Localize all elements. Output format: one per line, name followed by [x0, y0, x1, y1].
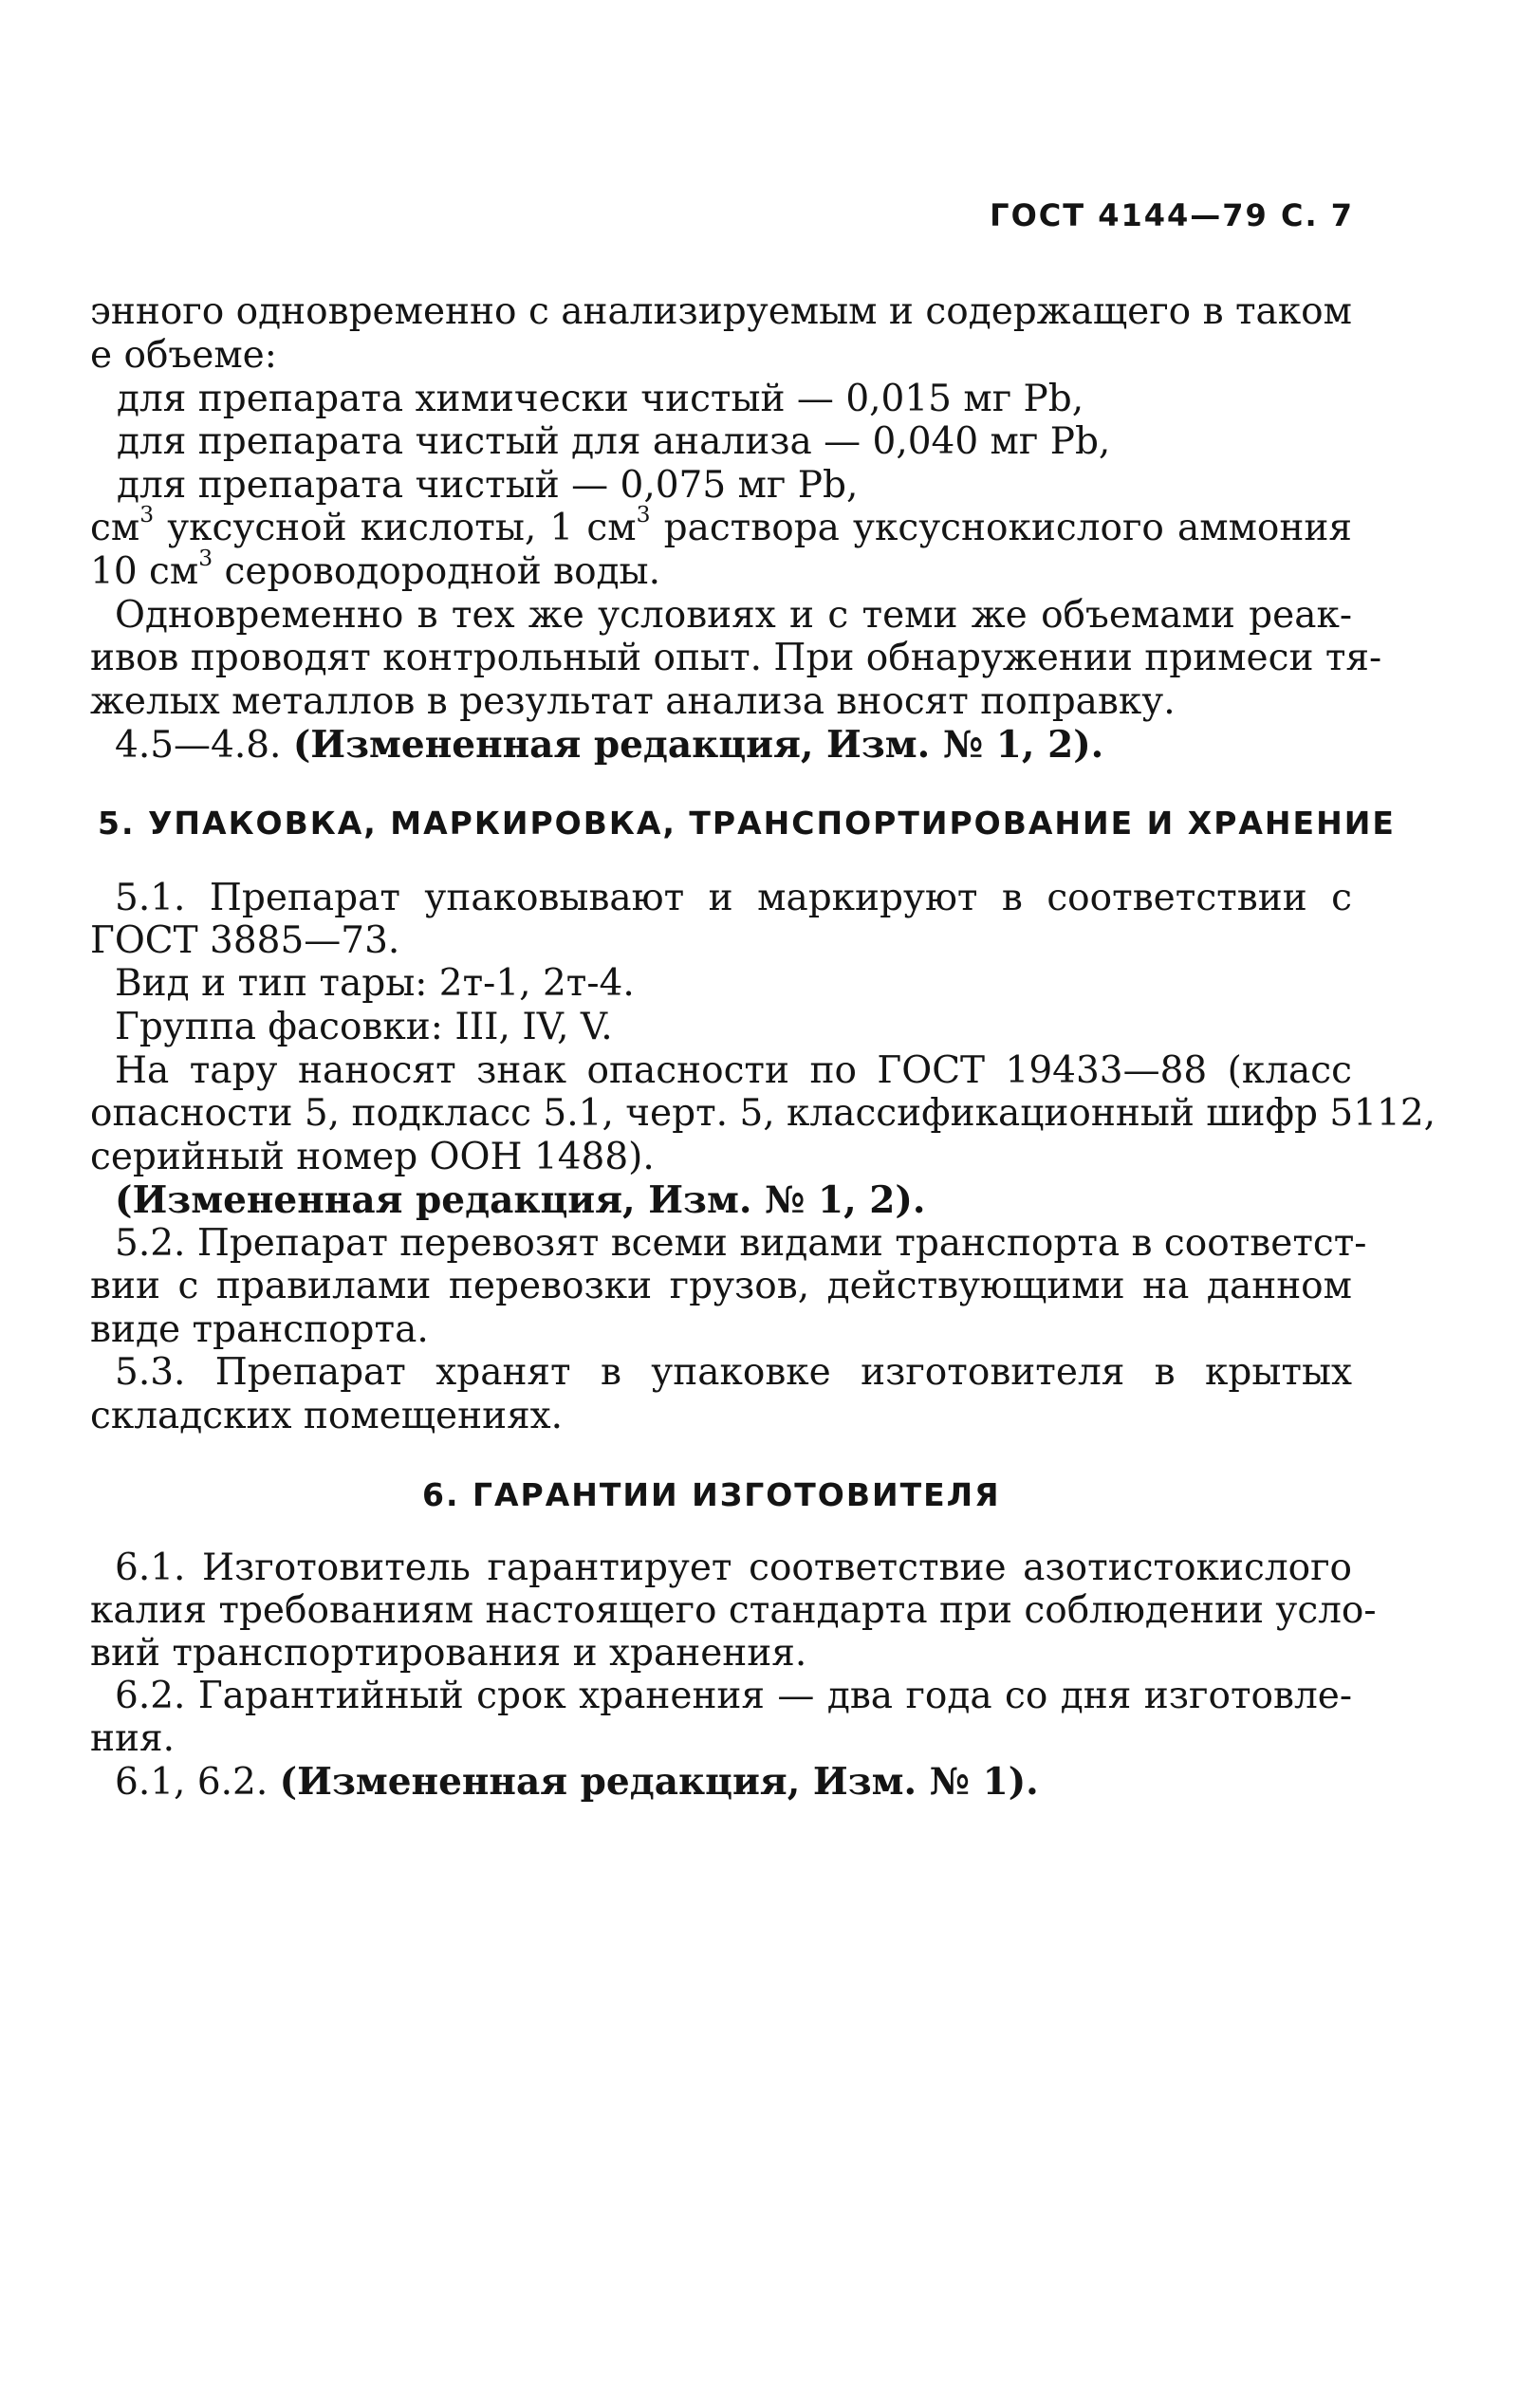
list-item: для препарата химически чистый — 0,015 мг Pb,: [117, 378, 1084, 420]
paragraph-line: [90, 501, 1353, 549]
list-item: для препарата чистый для анализа — 0,040 мг Pb,: [117, 420, 1111, 463]
paragraph-line: калия требованиям настоящего стандарта при соблюдении усло-: [90, 1589, 1377, 1632]
clause-number: 4.5—4.8.: [115, 724, 293, 767]
text-run: раствора уксуснокислого аммония: [650, 507, 1353, 549]
paragraph-line: серийный номер ООН 1488).: [90, 1136, 655, 1178]
paragraph-line: энного одновременно с анализируемым и содержащего в таком: [90, 290, 1352, 333]
superscript: 3: [139, 501, 155, 528]
paragraph-line: вии с правилами перевозки грузов, действующими на данном: [90, 1265, 1352, 1307]
text-run: см: [90, 507, 140, 549]
paragraph-line: Одновременно в тех же условиях и с теми же объемами реак-: [115, 594, 1352, 637]
paragraph-line: [90, 545, 660, 593]
text-run: сероводородной воды.: [213, 550, 660, 593]
paragraph-line: 5.3. Препарат хранят в упаковке изготовителя в крытых: [115, 1351, 1352, 1394]
page-header: ГОСТ 4144—79 С. 7: [990, 197, 1354, 233]
amendment-text: (Измененная редакция, Изм. № 1, 2).: [292, 723, 1104, 767]
amendment-note: [115, 723, 1103, 767]
paragraph-line: На тару наносят знак опасности по ГОСТ 19433—88 (класс: [115, 1049, 1352, 1092]
paragraph-line: е объеме:: [90, 334, 277, 377]
paragraph-line: 6.1. Изготовитель гарантирует соответствие азотистокислого: [115, 1547, 1352, 1589]
section-5-heading: 5. УПАКОВКА, МАРКИРОВКА, ТРАНСПОРТИРОВАНИЕ И ХРАНЕНИЕ: [98, 805, 1396, 842]
paragraph-line: опасности 5, подкласс 5.1, черт. 5, классификационный шифр 5112,: [90, 1092, 1436, 1135]
text-run: 10 см: [90, 550, 199, 593]
paragraph-line: ния.: [90, 1717, 175, 1760]
paragraph-line: вий транспортирования и хранения.: [90, 1632, 807, 1675]
paragraph-line: Группа фасовки: III, IV, V.: [115, 1006, 613, 1048]
list-item: для препарата чистый — 0,075 мг Pb,: [117, 464, 859, 507]
superscript: 3: [636, 501, 651, 528]
paragraph-line: складских помещениях.: [90, 1395, 564, 1437]
amendment-note: [115, 1760, 1039, 1804]
section-6-heading: 6. ГАРАНТИИ ИЗГОТОВИТЕЛЯ: [422, 1476, 1001, 1513]
paragraph-line: Вид и тип тары: 2т-1, 2т-4.: [115, 962, 635, 1005]
amendment-note: (Измененная редакция, Изм. № 1, 2).: [115, 1178, 926, 1222]
paragraph-line: ГОСТ 3885—73.: [90, 919, 400, 962]
paragraph-line: виде транспорта.: [90, 1308, 429, 1351]
paragraph-line: желых металлов в результат анализа вносят поправку.: [90, 680, 1176, 723]
paragraph-line: ивов проводят контрольный опыт. При обнаружении примеси тя-: [90, 637, 1382, 679]
paragraph-line: 5.2. Препарат перевозят всеми видами транспорта в соответст-: [115, 1222, 1367, 1265]
paragraph-line: 6.2. Гарантийный срок хранения — два года со дня изготовле-: [115, 1675, 1352, 1717]
clause-number: 6.1, 6.2.: [115, 1761, 280, 1804]
paragraph-line: 5.1. Препарат упаковывают и маркируют в соответствии с: [115, 877, 1352, 919]
text-run: уксусной кислоты, 1 см: [154, 507, 637, 549]
superscript: 3: [198, 545, 213, 571]
amendment-text: (Измененная редакция, Изм. № 1).: [279, 1760, 1039, 1804]
